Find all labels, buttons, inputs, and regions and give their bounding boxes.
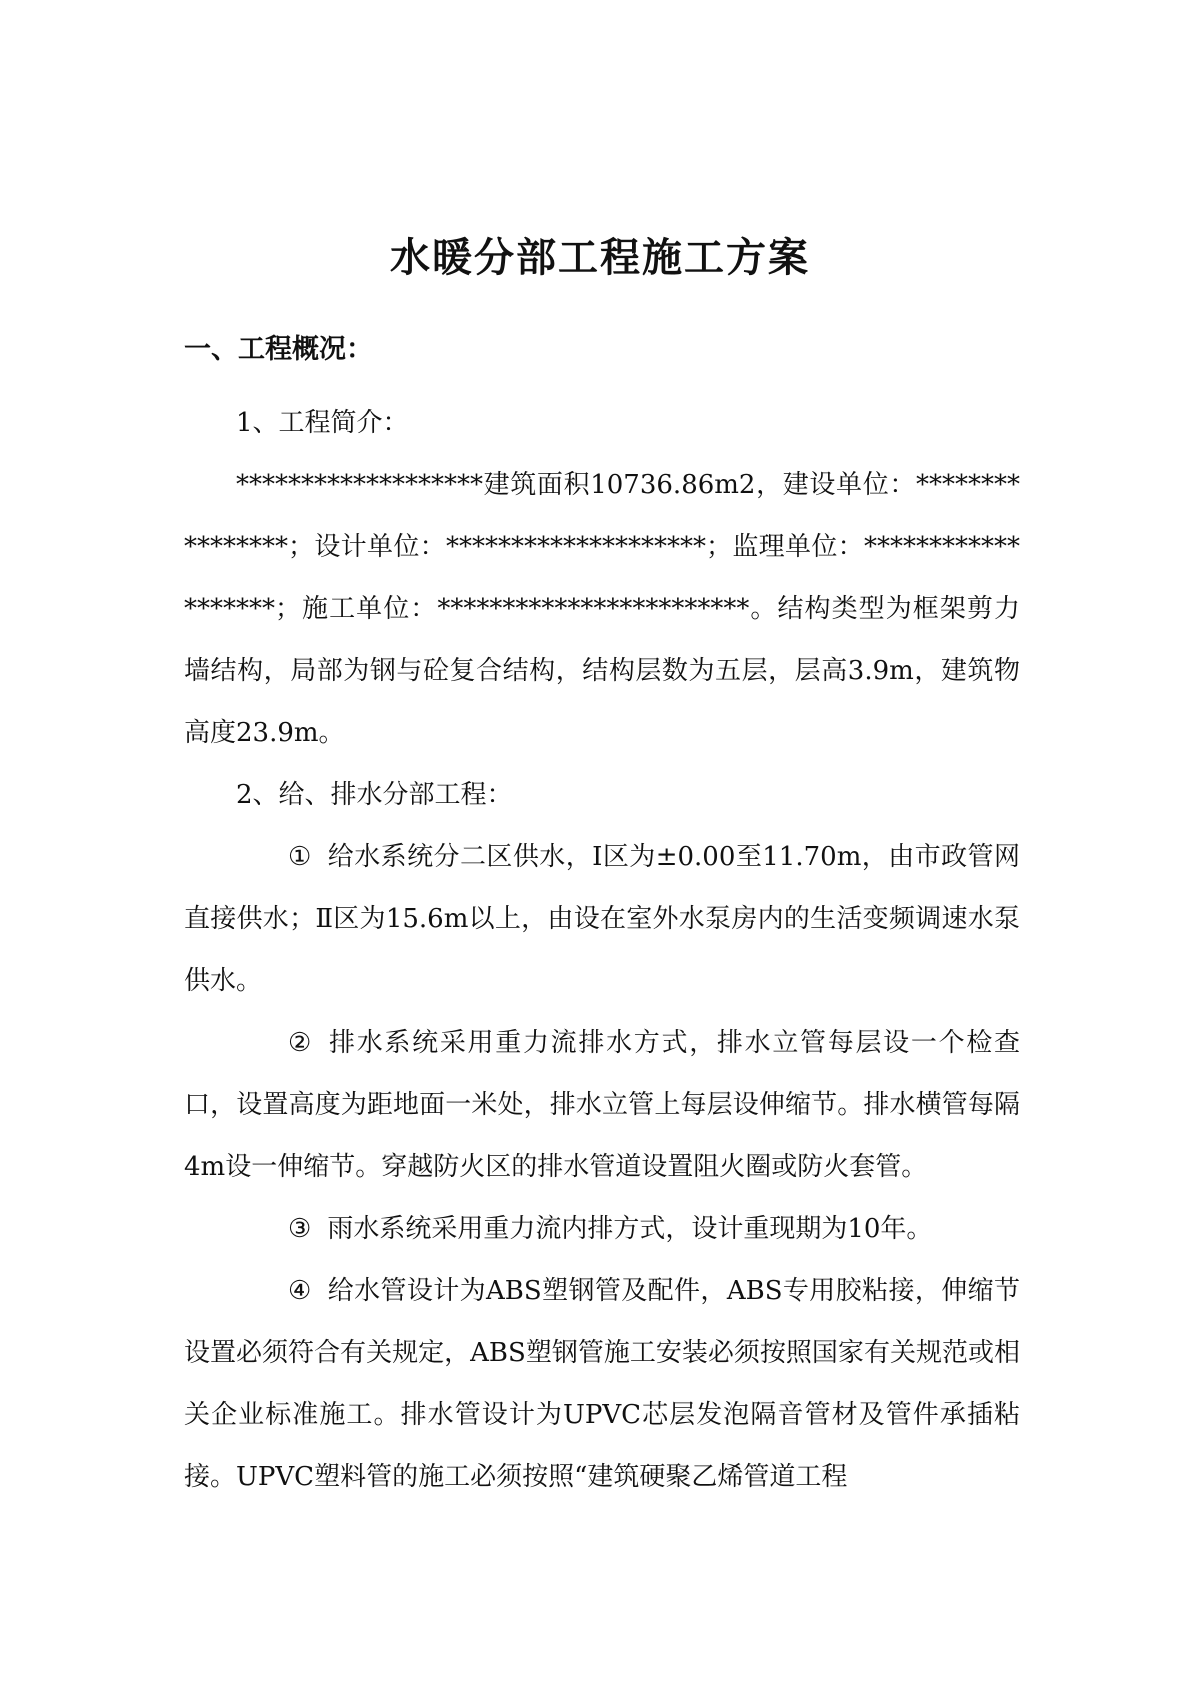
document-title: 水暖分部工程施工方案 xyxy=(390,234,810,281)
document-body xyxy=(184,330,1020,1508)
list-item-marker: ② xyxy=(288,1028,312,1058)
list-item-text: 给水系统分二区供水，Ⅰ区为±0.00至11.70m，由市政管网直接供水；Ⅱ区为15.6m以上，由设在室外水泵房内的生活变频调速水泵供水。 xyxy=(184,842,1020,996)
list-item-text: 给水管设计为ABS塑钢管及配件，ABS专用胶粘接，伸缩节设置必须符合有关规定，ABS塑钢管施工安装必须按照国家有关规范或相关企业标准施工。排水管设计为UPVC芯层发泡隔音管材及管件承插粘接。UPVC塑料管的施工必须按照“建筑硬聚乙烯管道工程 xyxy=(184,1276,1020,1492)
list-item-marker: ③ xyxy=(288,1214,312,1244)
list-item-marker: ④ xyxy=(288,1276,312,1306)
list-item-pipe-materials xyxy=(184,1260,1020,1508)
list-item-text: 排水系统采用重力流排水方式，排水立管每层设一个检查口，设置高度为距地面一米处，排水立管上每层设伸缩节。排水横管每隔4m设一伸缩节。穿越防火区的排水管道设置阻火圈或防火套管。 xyxy=(184,1028,1020,1182)
list-item-text: 雨水系统采用重力流内排方式，设计重现期为10年。 xyxy=(327,1214,933,1244)
subsection-heading-intro: 1、工程简介： xyxy=(236,408,409,438)
list-item-water-supply xyxy=(184,826,1020,1012)
section-heading-overview: 一、工程概况： xyxy=(184,334,373,365)
subsection-heading-water: 2、给、排水分部工程： xyxy=(236,780,513,810)
intro-paragraph: *******************建筑面积10736.86m2，建设单位：****************；设计单位：********************；监理单位：*******************；施工单位：************************。结构类型为框架剪力墙结构，局部为钢与砼复合结构，结构层数为五层，层高3.9m，建筑物高度23.9m。 xyxy=(184,470,1020,748)
list-item-rainwater xyxy=(184,1198,1020,1260)
list-item-drainage xyxy=(184,1012,1020,1198)
list-item-marker: ① xyxy=(288,842,312,872)
